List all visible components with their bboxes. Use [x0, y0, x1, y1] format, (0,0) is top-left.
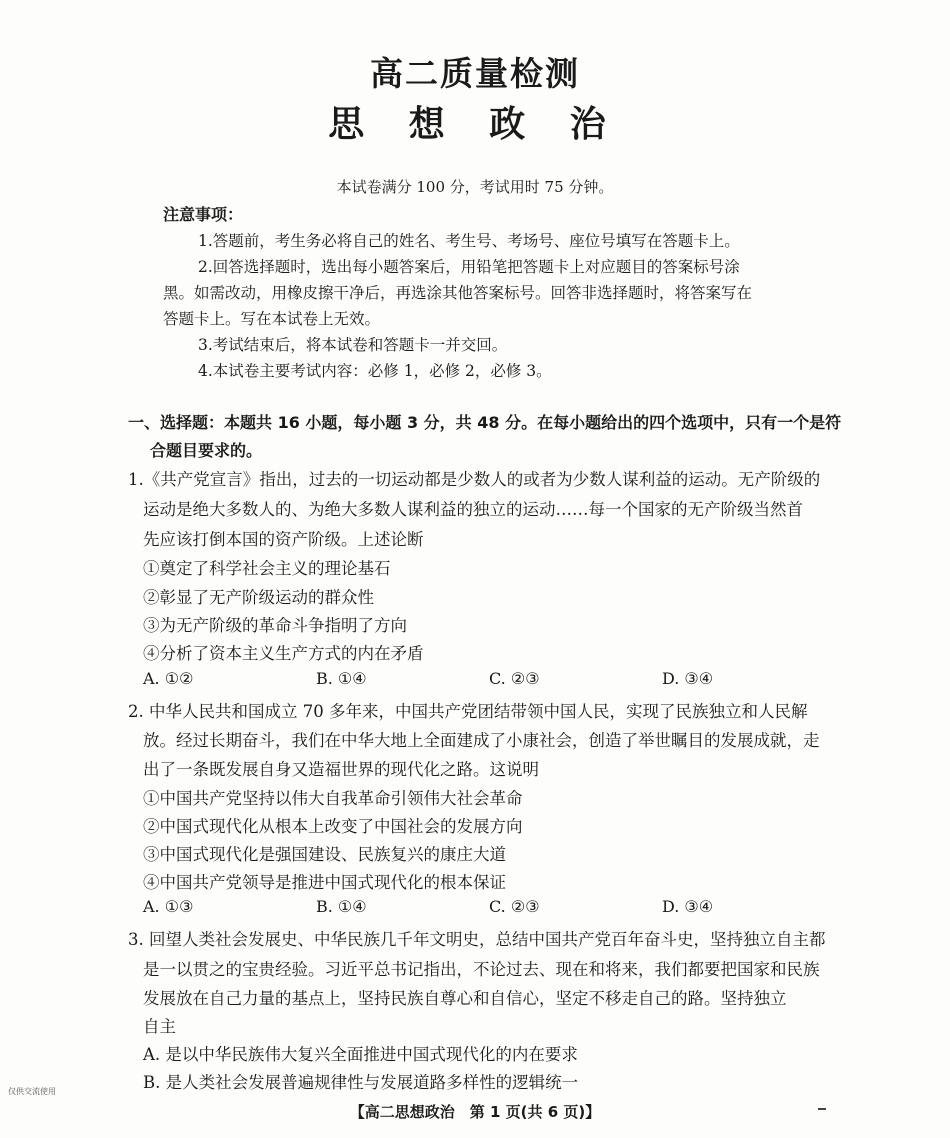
q1-stem-line: 运动是绝大多数人的、为绝大多数人谋利益的独立的运动……每一个国家的无产阶级当然首 [143, 500, 803, 519]
q2-item: ③中国式现代化是强国建设、民族复兴的康庄大道 [143, 845, 506, 864]
q3-stem-line: 是一以贯之的宝贵经验。习近平总书记指出，不论过去、现在和将来，我们都要把国家和民族 [143, 960, 820, 979]
q2-item: ②中国式现代化从根本上改变了中国社会的发展方向 [143, 817, 523, 836]
watermark-stamp: 仅供交流使用 [8, 1087, 56, 1096]
notice-heading: 注意事项： [163, 205, 244, 224]
q1-stem-line: 先应该打倒本国的资产阶级。上述论断 [143, 530, 424, 549]
q2-option-d: D. ③④ [662, 897, 714, 916]
q3-stem-line: 自主 [143, 1017, 176, 1036]
q3-stem-line: 发展放在自己力量的基点上，坚持民族自尊心和自信心，坚定不移走自己的路。坚持独立 [143, 989, 787, 1008]
exam-intro: 本试卷满分 100 分，考试用时 75 分钟。 [336, 178, 614, 196]
q2-option-b: B. ①④ [316, 897, 367, 916]
notice-line: 4.本试卷主要考试内容：必修 1，必修 2，必修 3。 [198, 362, 552, 380]
q1-item: ①奠定了科学社会主义的理论基石 [143, 559, 391, 578]
notice-line: 2.回答选择题时，选出每小题答案后，用铅笔把答题卡上对应题目的答案标号涂 [198, 258, 740, 276]
q1-option-d: D. ③④ [662, 669, 714, 688]
q1-option-a: A. ①② [143, 669, 194, 688]
page-footer: 【高二思想政治 第 1 页(共 6 页)】 [349, 1103, 601, 1121]
q3-option-b: B. 是人类社会发展普遍规律性与发展道路多样性的逻辑统一 [143, 1073, 579, 1092]
corner-mark [818, 1108, 826, 1110]
notice-line: 答题卡上。写在本试卷上无效。 [163, 310, 381, 328]
q2-item: ①中国共产党坚持以伟大自我革命引领伟大社会革命 [143, 789, 523, 808]
q1-stem-line: 1.《共产党宣言》指出，过去的一切运动都是少数人的或者为少数人谋利益的运动。无产阶级的 [128, 470, 821, 489]
q3-option-a: A. 是以中华民族伟大复兴全面推进中国式现代化的内在要求 [143, 1045, 578, 1064]
q2-stem-line: 2. 中华人民共和国成立 70 多年来，中国共产党团结带领中国人民，实现了民族独立和人民解 [128, 702, 808, 721]
section-heading: 一、选择题：本题共 16 小题，每小题 3 分，共 48 分。在每小题给出的四个选项中，只有一个是符 [128, 413, 842, 432]
q2-option-a: A. ①③ [143, 897, 194, 916]
q1-option-b: B. ①④ [316, 669, 367, 688]
q2-option-c: C. ②③ [489, 897, 540, 916]
notice-line: 1.答题前，考生务必将自己的姓名、考生号、考场号、座位号填写在答题卡上。 [198, 232, 740, 250]
notice-line: 黑。如需改动，用橡皮擦干净后，再选涂其他答案标号。回答非选择题时，将答案写在 [163, 284, 753, 302]
q1-item: ④分析了资本主义生产方式的内在矛盾 [143, 644, 424, 663]
q3-stem-line: 3. 回望人类社会发展史、中华民族几千年文明史，总结中国共产党百年奋斗史，坚持独立自主都 [128, 930, 826, 949]
q1-item: ②彰显了无产阶级运动的群众性 [143, 588, 374, 607]
section-heading-cont: 合题目要求的。 [150, 441, 263, 460]
q2-item: ④中国共产党领导是推进中国式现代化的根本保证 [143, 873, 506, 892]
q1-option-c: C. ②③ [489, 669, 540, 688]
subject-title: 思 想 政 治 [328, 104, 622, 145]
q2-stem-line: 出了一条既发展自身又造福世界的现代化之路。这说明 [143, 760, 539, 779]
q1-item: ③为无产阶级的革命斗争指明了方向 [143, 616, 407, 635]
exam-title: 高二质量检测 [370, 54, 580, 93]
notice-line: 3.考试结束后，将本试卷和答题卡一并交回。 [198, 336, 508, 354]
q2-stem-line: 放。经过长期奋斗，我们在中华大地上全面建成了小康社会，创造了举世瞩目的发展成就，走 [143, 731, 820, 750]
